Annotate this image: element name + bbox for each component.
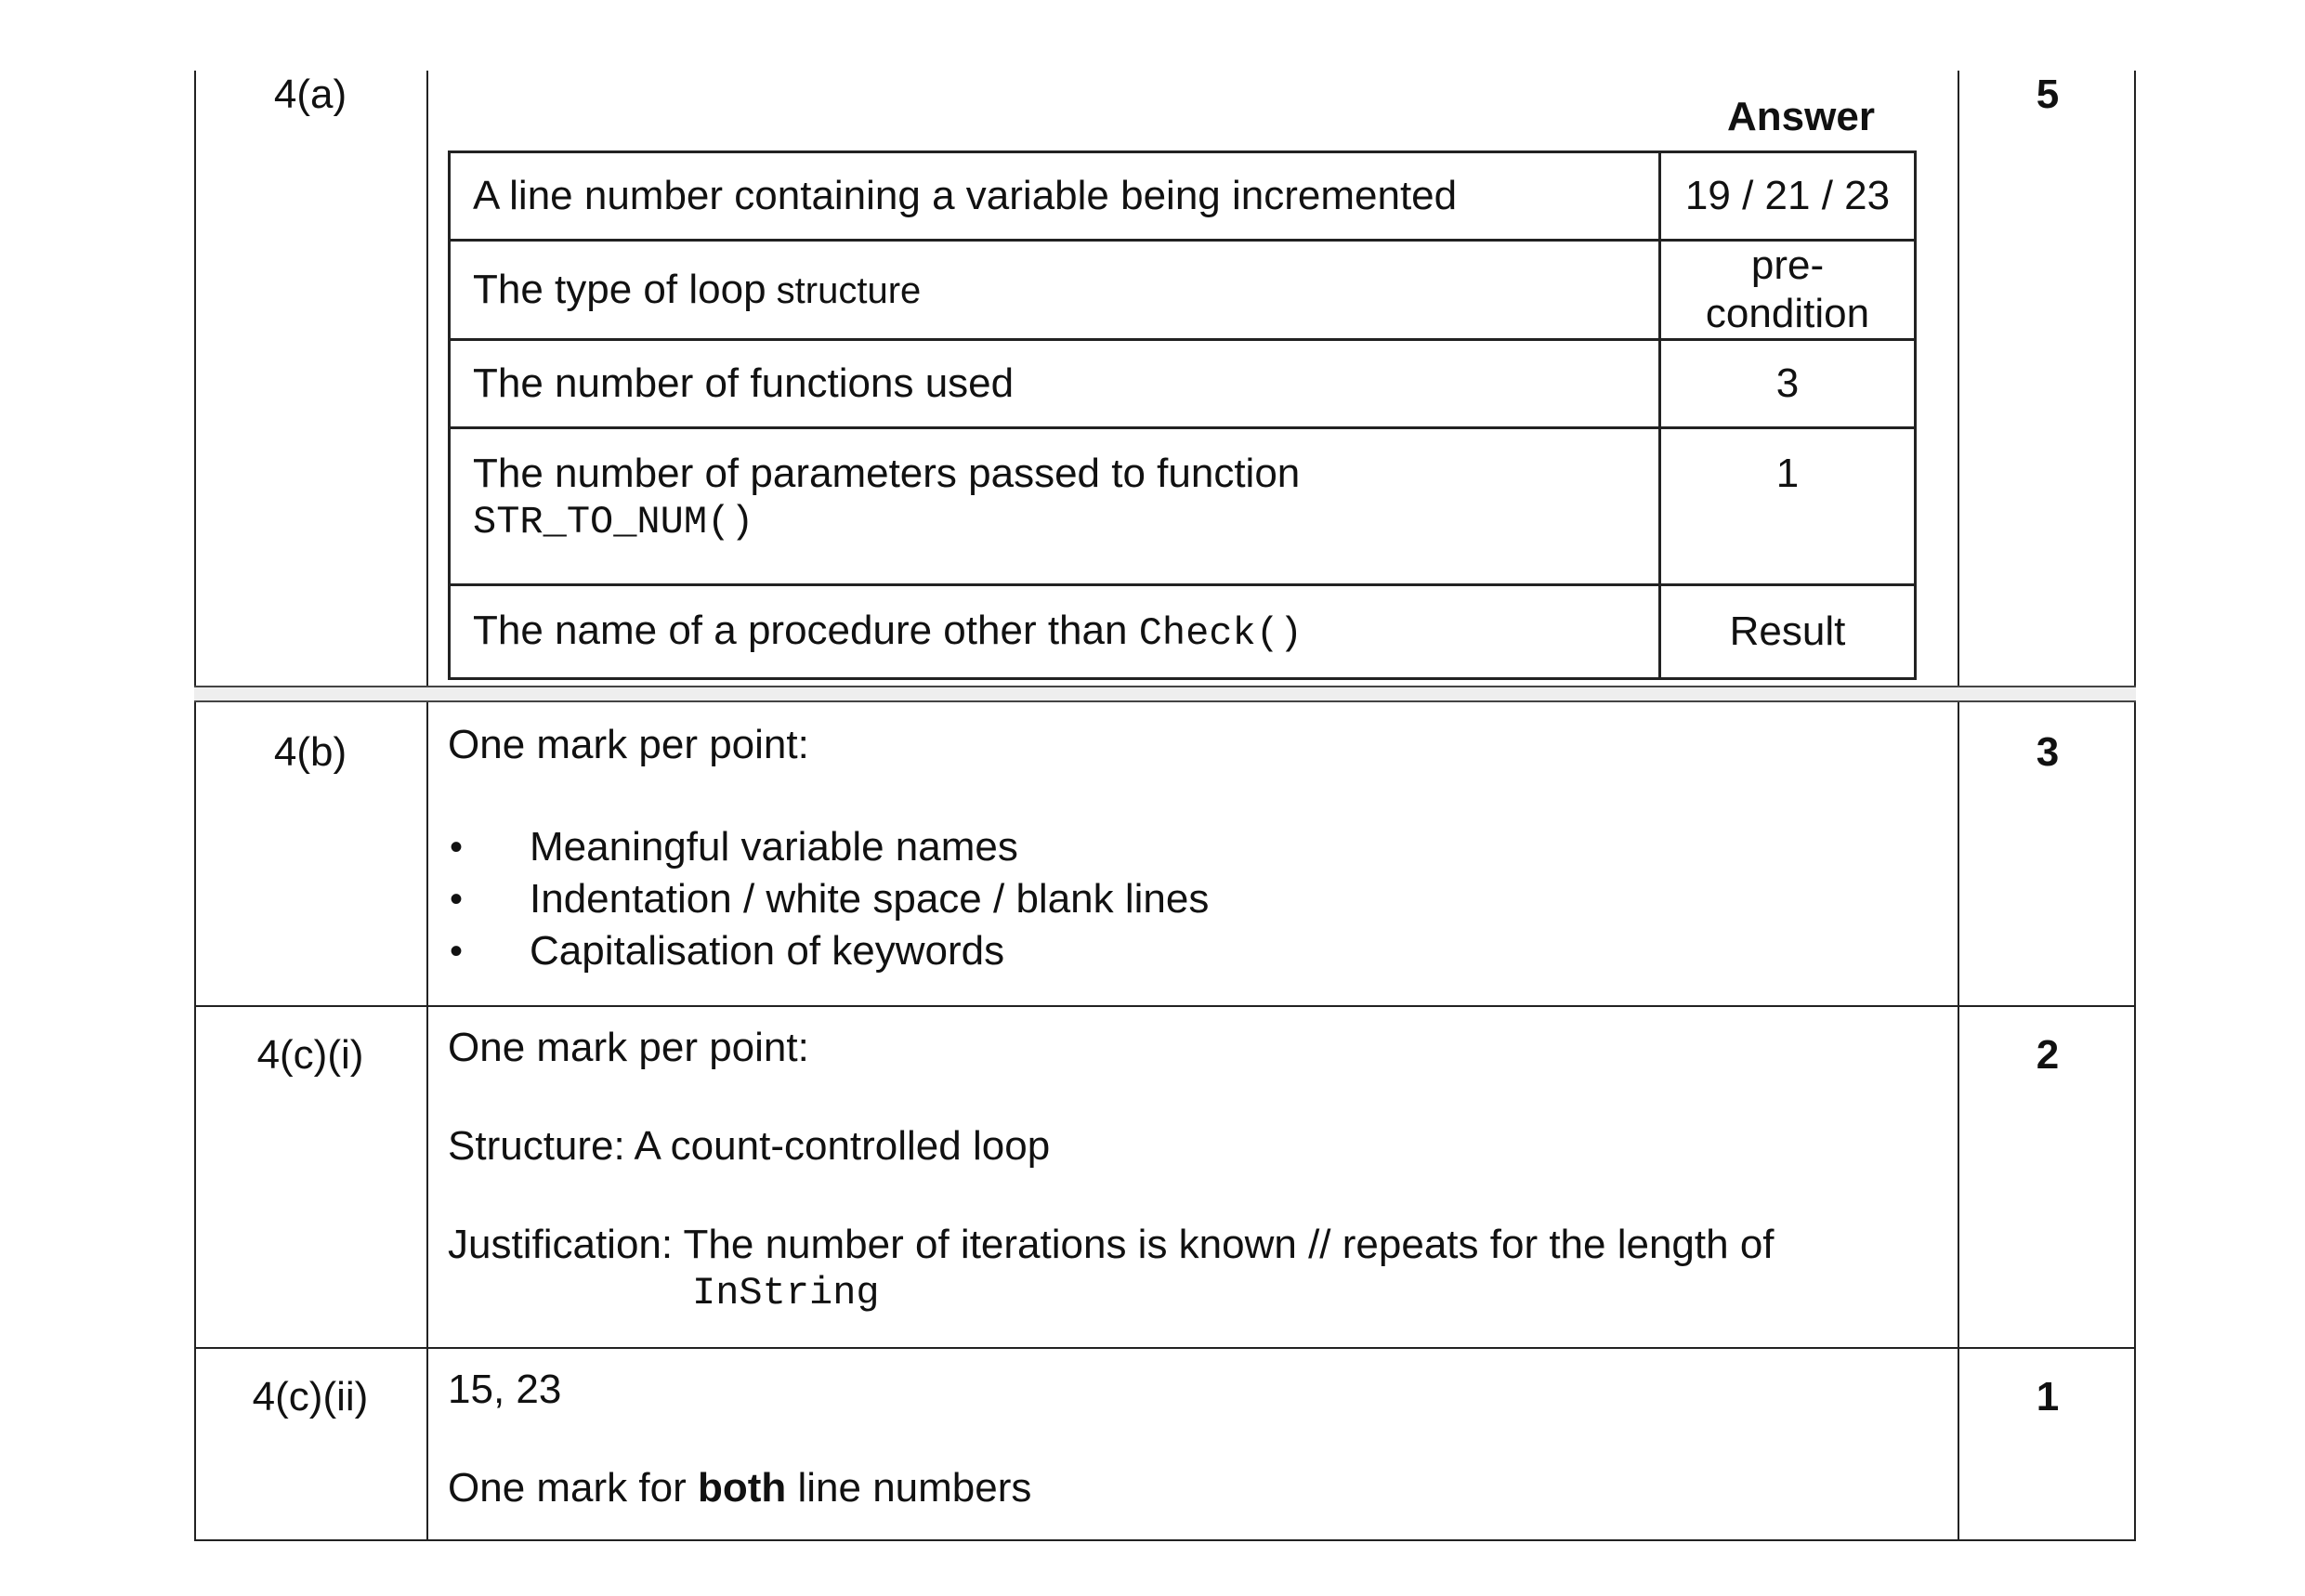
- variable-code: InString: [692, 1271, 880, 1315]
- row-description: [450, 428, 1660, 585]
- marking-note: [448, 1464, 1031, 1512]
- row-answer: Result: [1660, 585, 1916, 679]
- description-text: The type of loop: [473, 266, 766, 312]
- bullet-icon: •: [450, 827, 464, 868]
- row-description: [450, 585, 1660, 679]
- question-number: 4(c)(i): [256, 1032, 364, 1078]
- answer-table: [448, 150, 1917, 680]
- question-number: 4(b): [273, 729, 347, 775]
- table-row: [450, 428, 1916, 585]
- marks-value: 5: [2036, 72, 2060, 117]
- note-text: line numbers: [786, 1465, 1032, 1511]
- table-divider-question: [426, 71, 428, 1540]
- marks-value: 3: [2036, 729, 2060, 775]
- table-row: [450, 585, 1916, 679]
- row-answer: 1: [1660, 428, 1916, 585]
- row-separator: [194, 1005, 2136, 1007]
- note-emphasis: both: [697, 1465, 787, 1511]
- table-row: [450, 152, 1916, 241]
- description-text: The number of parameters passed to function: [473, 451, 1301, 496]
- row-answer: 19 / 21 / 23: [1660, 152, 1916, 241]
- table-border-right: [2134, 71, 2136, 1540]
- marks-value: 2: [2036, 1032, 2060, 1078]
- answer-column-header: Answer: [1727, 94, 1875, 139]
- question-number: 4(c)(ii): [252, 1374, 369, 1419]
- bullet-point: Indentation / white space / blank lines: [530, 876, 1210, 922]
- table-row: [450, 340, 1916, 428]
- table-border-bottom: [194, 1539, 2136, 1541]
- bullet-icon: •: [450, 879, 464, 920]
- table-divider-answer: [1958, 71, 1959, 1540]
- bullet-point: Capitalisation of keywords: [530, 928, 1005, 974]
- description-text: The name of a procedure other than: [473, 607, 1139, 653]
- justification-answer: Justification: The number of iterations is known // repeats for the length of: [448, 1222, 1775, 1267]
- marks-value: 1: [2036, 1374, 2060, 1419]
- function-code: STR_TO_NUM(): [473, 500, 754, 544]
- procedure-code: Check(): [1138, 610, 1303, 656]
- description-text-small: structure: [766, 269, 922, 311]
- marking-intro: One mark per point:: [448, 1025, 809, 1070]
- row-description: The number of functions used: [450, 340, 1660, 428]
- row-answer: pre-condition: [1660, 241, 1916, 340]
- row-separator-band: [194, 686, 2136, 702]
- row-description: A line number containing a variable being incremented: [450, 152, 1660, 241]
- table-border-left: [194, 71, 196, 1540]
- line-numbers-answer: 15, 23: [448, 1367, 562, 1412]
- marking-intro: One mark per point:: [448, 722, 809, 767]
- table-row: [450, 241, 1916, 340]
- row-separator: [194, 1347, 2136, 1349]
- row-description: [450, 241, 1660, 340]
- question-number: 4(a): [273, 72, 347, 117]
- structure-answer: Structure: A count-controlled loop: [448, 1123, 1051, 1169]
- bullet-icon: •: [450, 931, 464, 972]
- row-answer: 3: [1660, 340, 1916, 428]
- note-text: One mark for: [448, 1465, 698, 1511]
- bullet-point: Meaningful variable names: [530, 824, 1018, 870]
